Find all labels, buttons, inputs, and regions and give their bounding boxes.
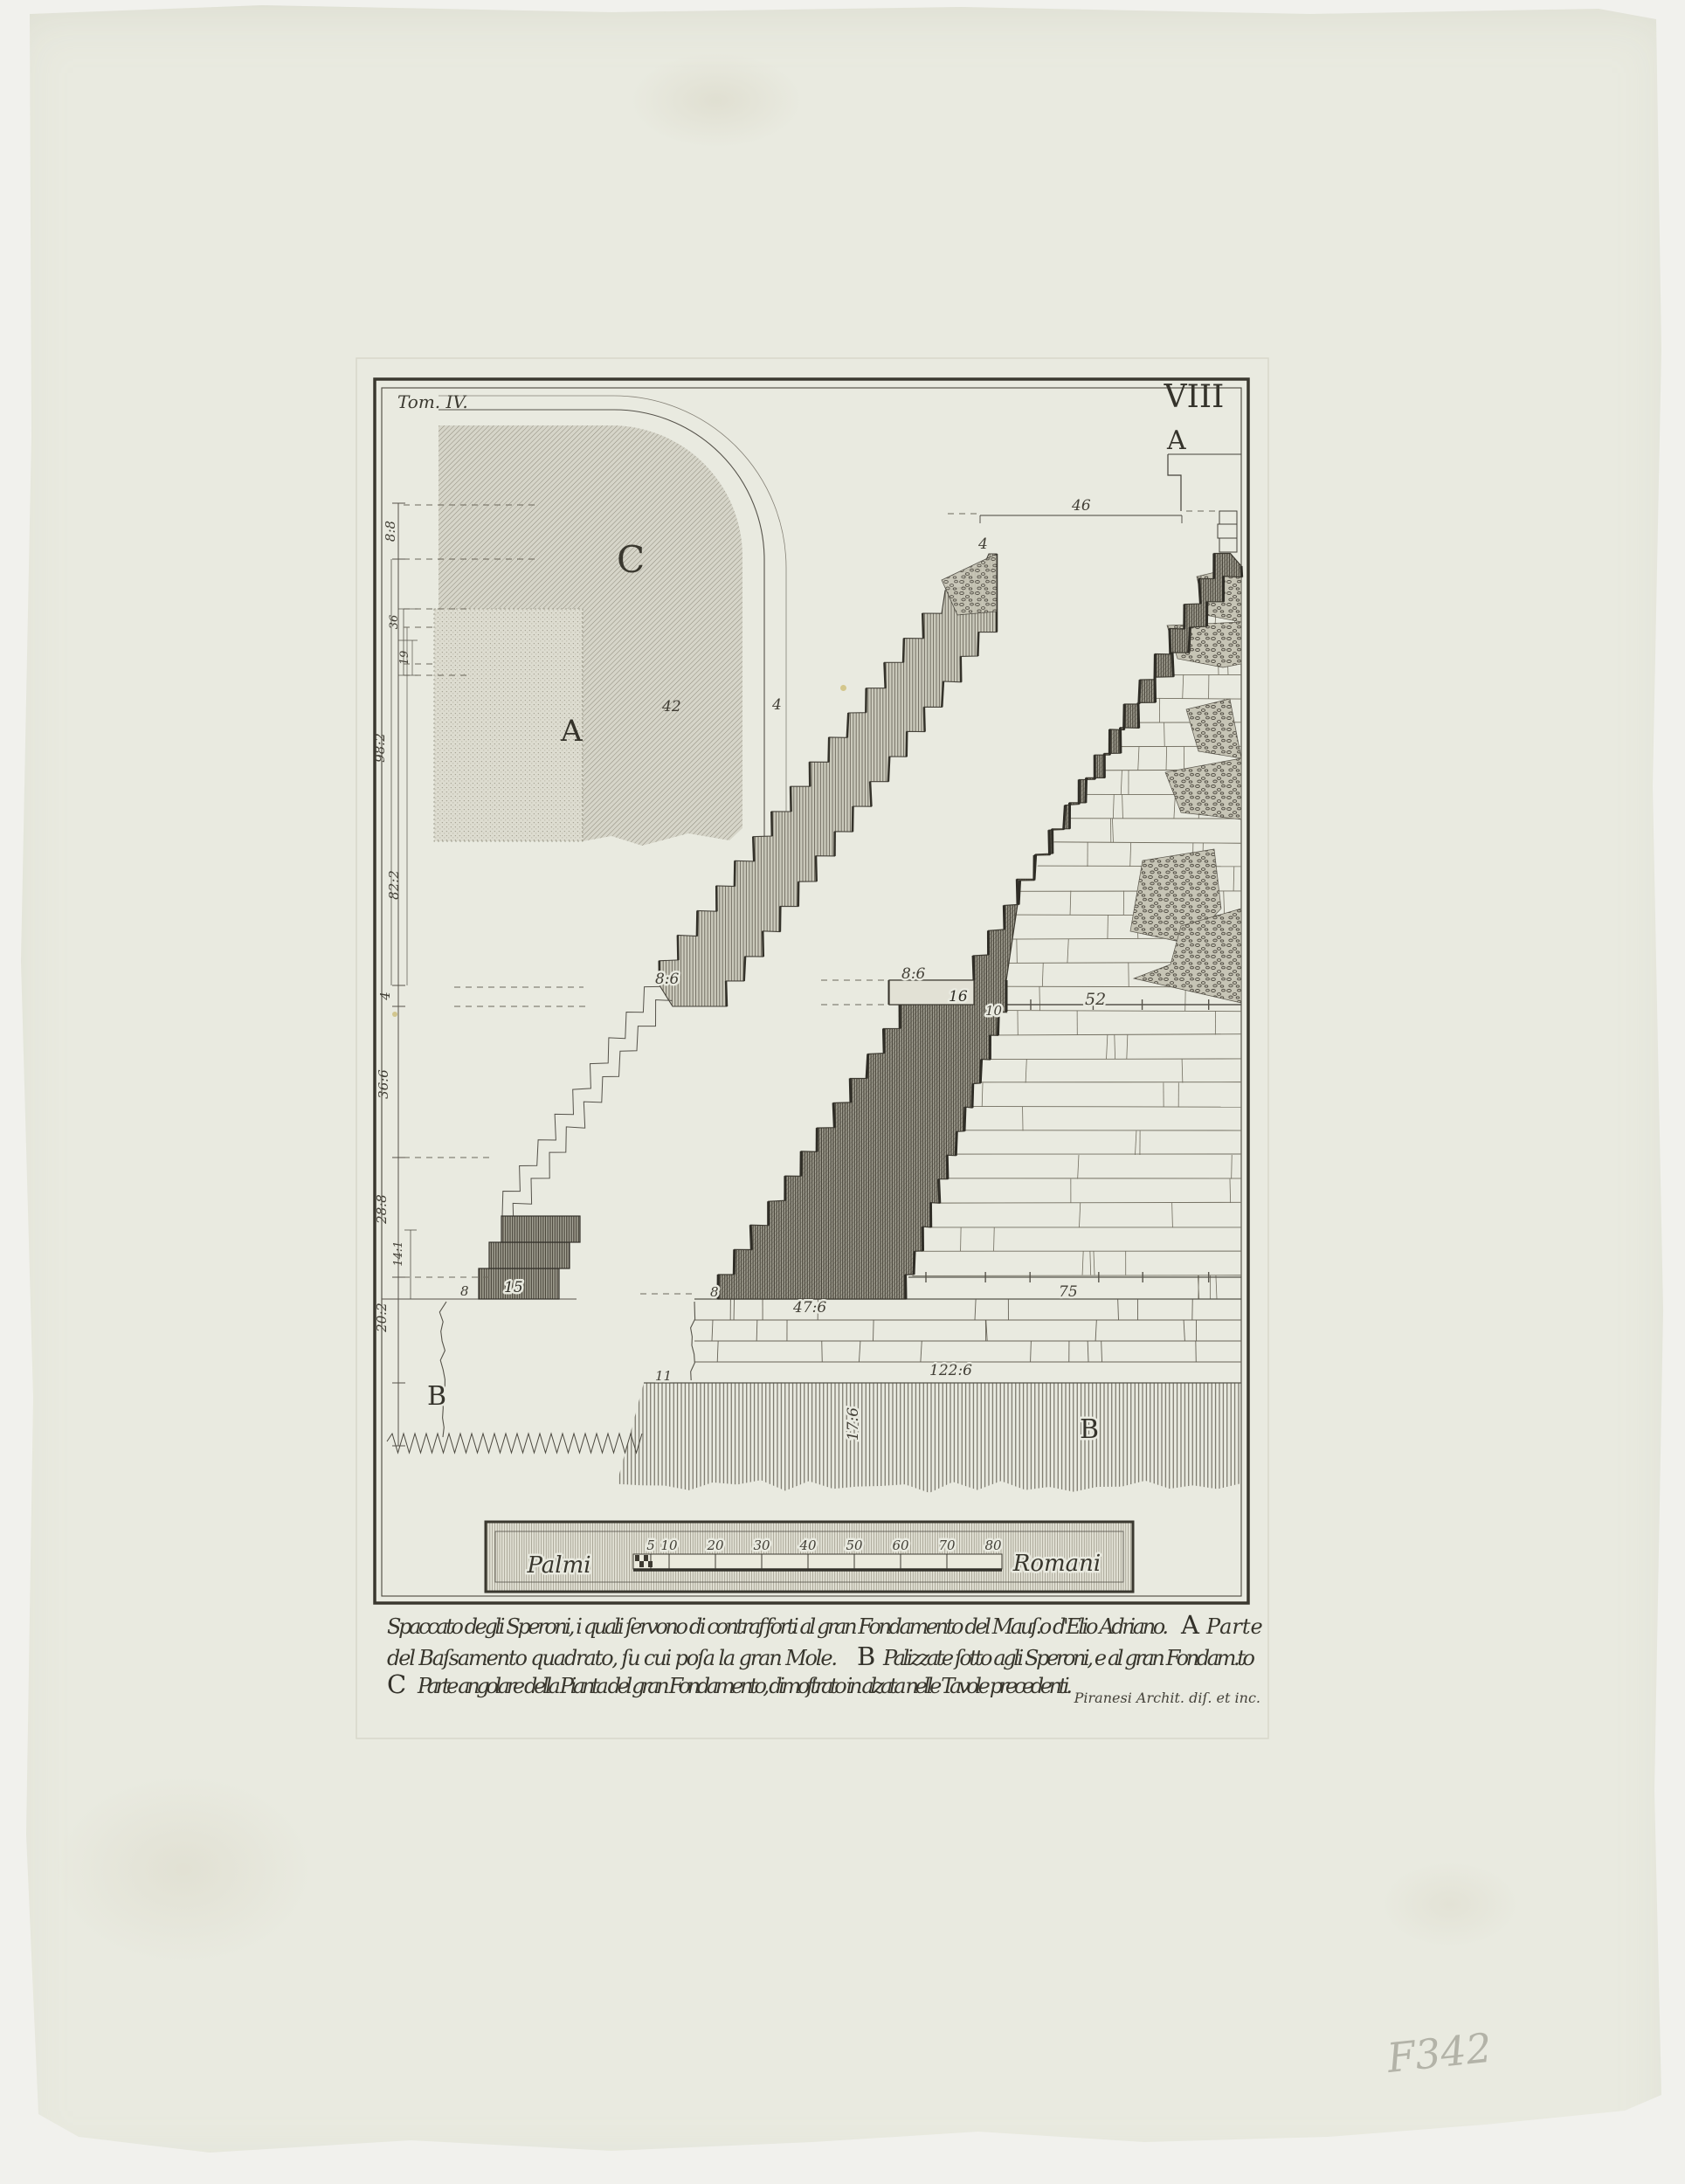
tom-label: Tom. IV. xyxy=(397,391,468,412)
left-stair-riser xyxy=(924,707,925,731)
left-stair-8-6: 8:6 xyxy=(655,971,680,988)
letter-b-left: B xyxy=(427,1381,447,1412)
masonry-joint xyxy=(1127,1035,1128,1060)
rubble-fill xyxy=(1186,699,1241,758)
middle-stair-riser xyxy=(1139,680,1140,704)
left-stair-riser xyxy=(870,782,871,806)
left-stair-outline xyxy=(502,986,661,1216)
figure-labels xyxy=(427,965,1106,1445)
dim-82-2: 82:2 xyxy=(386,870,402,900)
masonry-joint xyxy=(717,1341,718,1362)
masonry-joint xyxy=(1113,795,1114,819)
dim-28-8: 28:8 xyxy=(374,1194,390,1224)
left-stair-riser xyxy=(829,737,830,762)
zigzag-pile-tips xyxy=(387,1434,642,1453)
mid-base-8: 8 xyxy=(710,1284,719,1300)
masonry-joint xyxy=(1112,819,1113,843)
masonry-joint xyxy=(1095,1320,1096,1341)
caption-line2: del Baſsamento quadrato, ſu cui poſa la gran Mole. xyxy=(387,1646,838,1670)
mid-stair-10: 10 xyxy=(985,1003,1003,1019)
middle-stair-riser xyxy=(1064,805,1066,830)
middle-stair-riser xyxy=(850,1078,851,1102)
masonry-joint xyxy=(1118,1299,1119,1320)
svg-text:5: 5 xyxy=(646,1538,655,1553)
middle-stair-riser xyxy=(1034,854,1036,879)
left-stair-riser xyxy=(726,981,727,1006)
dimension-labels xyxy=(372,521,411,1333)
middle-stair-riser xyxy=(1199,579,1201,605)
masonry-joint xyxy=(982,1083,983,1108)
svg-text:70: 70 xyxy=(938,1538,956,1553)
masonry-joint xyxy=(1078,1155,1079,1179)
svg-text:60: 60 xyxy=(892,1538,909,1553)
plan-dim-4: 4 xyxy=(772,696,782,714)
caption-line1: Spaccato degli Speroni, i quali ſervono di contrafforti al gran Fondamento del Mauſ.o d'Elio Adriano. xyxy=(387,1614,1170,1639)
masonry-joint xyxy=(975,1299,976,1320)
masonry-joint xyxy=(822,1341,823,1362)
pile-17-6: 17:6 xyxy=(845,1406,862,1441)
dim-46: 46 xyxy=(1072,497,1091,515)
svg-text:80: 80 xyxy=(984,1538,1002,1553)
middle-stair-riser xyxy=(980,1060,981,1083)
plan-letter-a: A xyxy=(561,714,583,749)
svg-text:40: 40 xyxy=(799,1538,817,1553)
masonry-joint xyxy=(1080,1203,1081,1227)
found-75: 75 xyxy=(1059,1283,1078,1301)
rubble-fill xyxy=(1165,758,1241,819)
middle-stair-riser xyxy=(972,1084,973,1109)
dim-20-2: 20:2 xyxy=(374,1303,390,1332)
left-stair-riser xyxy=(847,713,848,737)
plan-letter-c: C xyxy=(617,538,646,581)
svg-text:10: 10 xyxy=(660,1538,678,1553)
masonry-joint xyxy=(921,1341,922,1362)
svg-text:30: 30 xyxy=(753,1538,770,1553)
dim-8-8: 8:8 xyxy=(383,520,398,543)
middle-stair-riser xyxy=(939,1179,940,1203)
masonry-broken-edge xyxy=(691,1302,695,1380)
scale-left-label: Palmi xyxy=(527,1552,591,1579)
masonry-joint xyxy=(1107,1035,1108,1060)
middle-stair-riser xyxy=(867,1054,868,1078)
masonry-joint xyxy=(1174,795,1175,819)
top-profile-a xyxy=(980,454,1241,552)
middle-stair-riser xyxy=(914,1251,915,1275)
wall-52: 52 xyxy=(1085,990,1107,1009)
dim-19: 19 xyxy=(398,650,411,666)
masonry-joint xyxy=(1230,1179,1231,1204)
masonry-joint xyxy=(1090,1251,1091,1275)
left-stair-riser xyxy=(888,757,889,782)
left-stair-base-block xyxy=(501,1216,580,1242)
middle-stair-riser xyxy=(1189,627,1190,653)
caption-line2-rest: Palizzate ſotto agli Speroni, e al gran Fondam.to xyxy=(883,1646,1255,1670)
masonry-joint xyxy=(1166,747,1167,771)
pencil-inventory-note: F342 xyxy=(1385,2023,1495,2082)
masonry-joint xyxy=(1042,963,1043,987)
svg-text:20: 20 xyxy=(707,1538,724,1553)
masonry-joint xyxy=(1121,771,1122,795)
plan-dim-42: 42 xyxy=(662,698,681,715)
left-stair-riser xyxy=(816,856,817,881)
plan-corner-of-foundation xyxy=(434,396,786,872)
middle-stair-riser xyxy=(1241,566,1242,577)
pile-band xyxy=(617,1383,1241,1493)
middle-stair-riser xyxy=(973,956,974,980)
masonry-joint xyxy=(1182,1059,1183,1083)
masonry-joint xyxy=(1216,1275,1217,1300)
pile-11: 11 xyxy=(655,1368,673,1384)
foundation-lower-courses xyxy=(694,1299,1241,1362)
masonry-joint xyxy=(1183,674,1184,699)
caption-line1-letter: A xyxy=(1181,1610,1199,1640)
dim-36-6: 36:6 xyxy=(376,1069,391,1099)
masonry-joint xyxy=(1164,722,1165,747)
masonry-joint xyxy=(1070,891,1071,916)
masonry-joint xyxy=(1224,891,1225,916)
middle-stair-riser xyxy=(750,1225,751,1249)
left-base-8: 8 xyxy=(460,1283,469,1299)
left-stair-outline xyxy=(513,1000,672,1230)
dim-14-1: 14:1 xyxy=(392,1241,405,1267)
letter-b-right: B xyxy=(1080,1414,1100,1445)
masonry-joint xyxy=(1082,1251,1083,1275)
dimension-column xyxy=(391,503,412,1446)
caption-line1-rest: Parte xyxy=(1206,1614,1263,1639)
found-47-6: 47:6 xyxy=(793,1299,827,1317)
caption xyxy=(387,1610,1263,1706)
left-stair-riser xyxy=(977,632,978,656)
dim-4-apex: 4 xyxy=(978,536,988,553)
mid-stair-16: 16 xyxy=(949,988,968,1006)
middle-stair-riser xyxy=(1049,830,1050,855)
ground-broken-edge xyxy=(439,1302,446,1437)
letter-a-top: A xyxy=(1167,425,1186,456)
found-122-6: 122:6 xyxy=(929,1362,972,1379)
left-stair-riser xyxy=(942,681,943,707)
left-stair-riser xyxy=(697,911,698,936)
masonry-joint xyxy=(712,1320,713,1341)
dim-36: 36 xyxy=(388,614,401,630)
masonry-joint xyxy=(1067,939,1068,964)
caption-line3: Parte angolare della Pianta del gran Fondamento, dimoſtrato in alzata nelle Tavole precedenti. xyxy=(418,1674,1073,1698)
caption-line3-letter: C xyxy=(387,1669,407,1699)
middle-stair-riser xyxy=(947,1155,948,1178)
masonry-joint xyxy=(1094,1251,1095,1275)
masonry-course xyxy=(1028,842,1241,844)
masonry-joint xyxy=(1172,1203,1173,1227)
masonry-joint xyxy=(1138,747,1139,771)
masonry-joint xyxy=(1101,1341,1102,1362)
masonry-course xyxy=(908,1275,1241,1276)
left-stair-riser xyxy=(753,837,754,861)
masonry-course xyxy=(908,1202,1241,1203)
middle-stair-riser xyxy=(1004,905,1005,929)
dim-98-2: 98:2 xyxy=(372,733,388,763)
engraver-signature: Piranesi Archit. diſ. et inc. xyxy=(1074,1690,1260,1706)
masonry-joint xyxy=(756,1320,757,1341)
left-stair-riser xyxy=(884,662,885,688)
left-stair-riser xyxy=(744,957,745,981)
middle-stair-riser xyxy=(1086,778,1087,802)
left-stair-riser xyxy=(678,936,679,960)
left-stair-base-block xyxy=(489,1242,570,1268)
middle-stair-riser xyxy=(1124,704,1125,730)
left-stair-riser xyxy=(903,639,904,663)
masonry-joint xyxy=(859,1341,860,1362)
left-base-15: 15 xyxy=(504,1279,523,1296)
masonry-joint xyxy=(1122,795,1123,819)
middle-stair-riser xyxy=(1138,702,1139,728)
left-stair-riser xyxy=(922,613,923,639)
masonry-joint xyxy=(1232,1155,1233,1179)
middle-stair-riser xyxy=(883,1028,884,1053)
svg-text:50: 50 xyxy=(846,1538,863,1553)
dim-4: 4 xyxy=(377,992,393,1000)
middle-stair-riser xyxy=(1017,879,1018,904)
masonry-joint xyxy=(1031,1341,1032,1362)
mid-stair-8-6: 8:6 xyxy=(901,965,926,983)
middle-stair-riser xyxy=(964,1107,965,1131)
masonry-joint xyxy=(961,1227,962,1252)
masonry-joint xyxy=(1233,867,1234,891)
left-stair-riser xyxy=(771,812,772,836)
masonry-joint xyxy=(1039,987,1040,1012)
plate-number: VIII xyxy=(1164,379,1225,415)
scale-right-label: Romani xyxy=(1012,1551,1101,1577)
caption-line2-letter: B xyxy=(857,1641,876,1671)
masonry-joint xyxy=(1130,843,1131,867)
middle-stair-riser xyxy=(833,1102,834,1127)
masonry-joint xyxy=(994,1227,995,1252)
middle-stair-riser xyxy=(1170,628,1171,654)
middle-stair-riser xyxy=(1172,653,1173,677)
scale-bar xyxy=(486,1522,1133,1592)
